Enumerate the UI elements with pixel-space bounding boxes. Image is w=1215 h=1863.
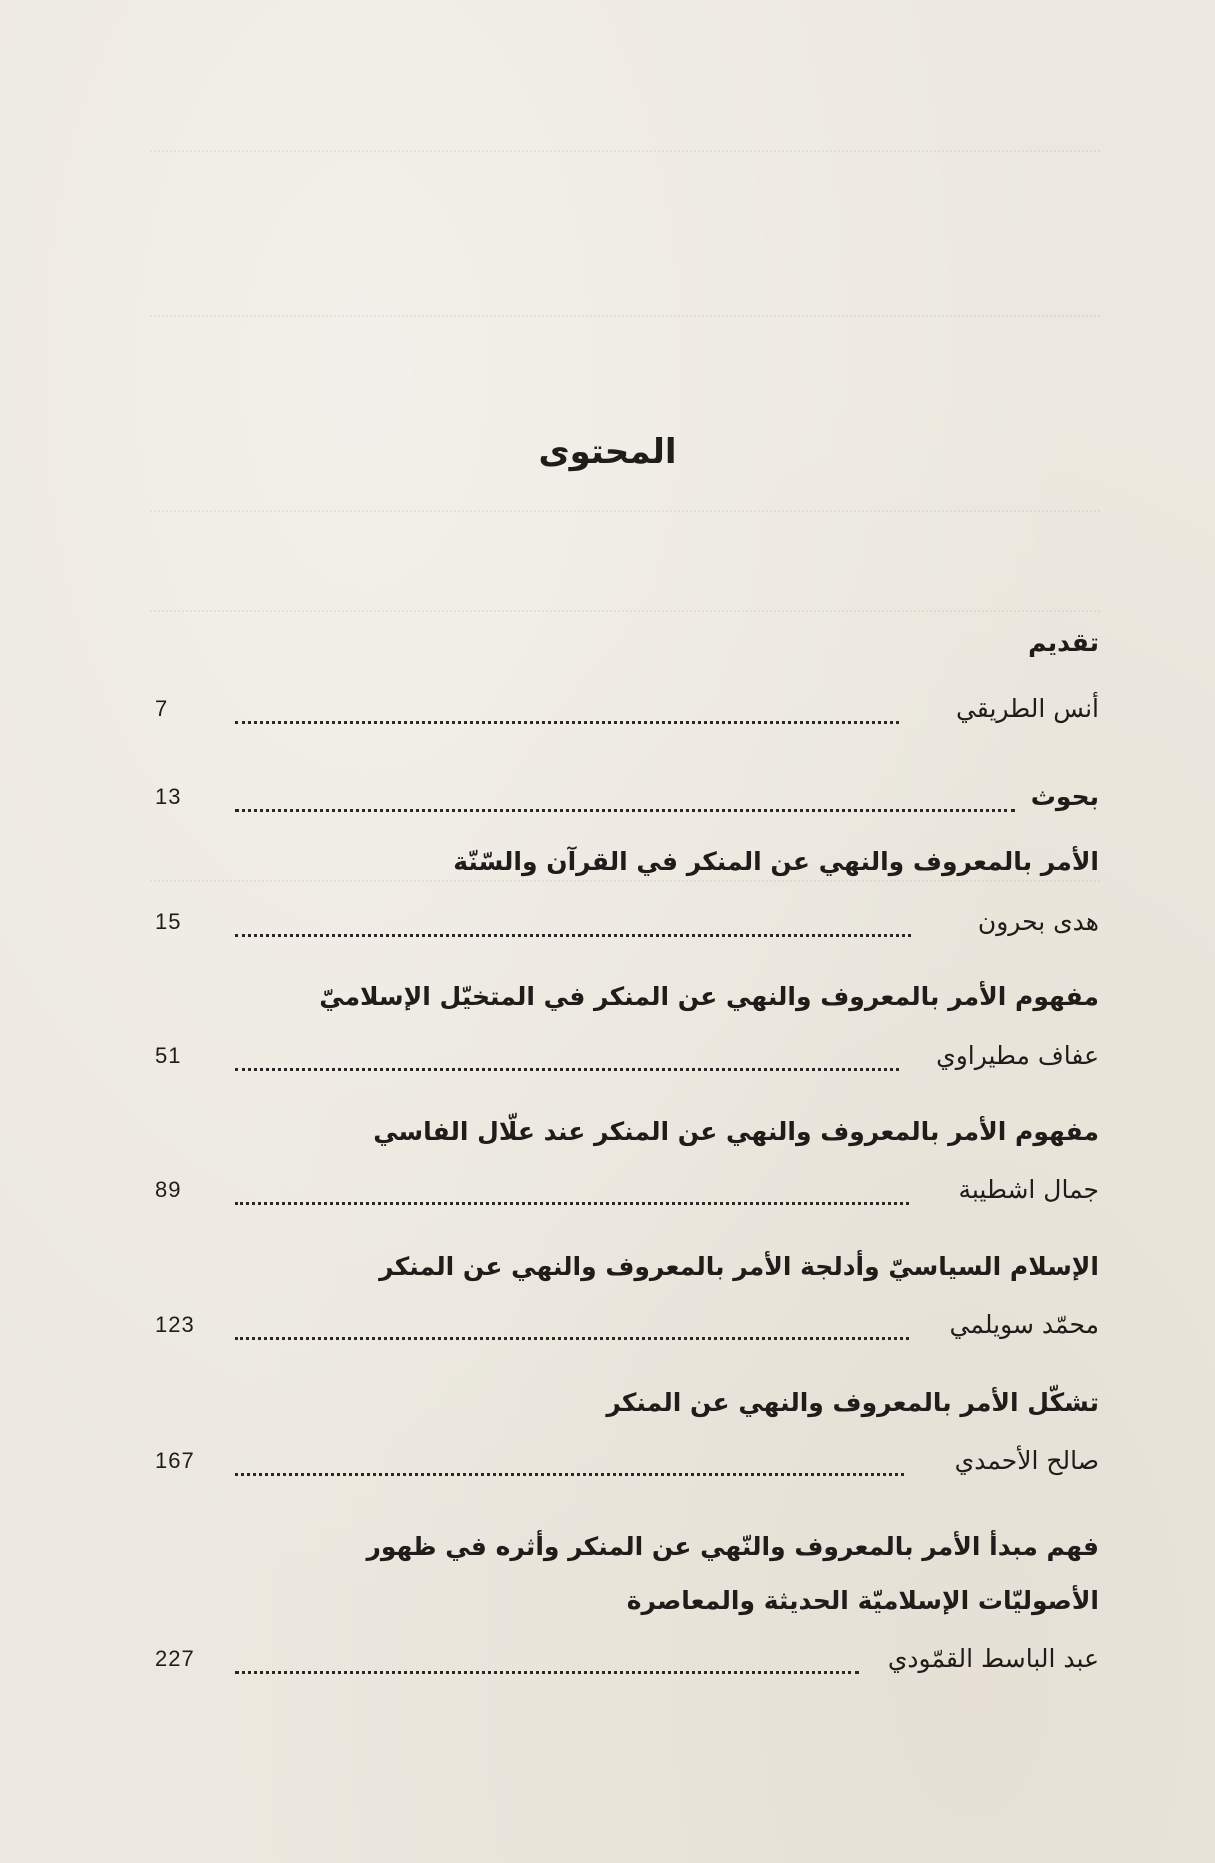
- toc-row-entry[interactable]: [155, 1041, 1099, 1081]
- toc-row-entry[interactable]: [155, 1644, 1099, 1684]
- author-name: عبد الباسط القمّودي: [887, 1644, 1099, 1673]
- leader-dots: [235, 721, 899, 724]
- author-name: جمال اشطيبة: [958, 1175, 1099, 1204]
- page-number: 123: [155, 1312, 195, 1337]
- leader-dots: [235, 809, 1015, 812]
- show-through-line: [150, 150, 1100, 152]
- article-title: مفهوم الأمر بالمعروف والنهي عن المنكر في المتخيّل الإسلاميّ: [319, 982, 1099, 1011]
- author-name: عفاف مطيراوي: [936, 1041, 1099, 1070]
- page-number: 13: [155, 784, 182, 809]
- article-title: الأمر بالمعروف والنهي عن المنكر في القرآن والسّنّة: [453, 847, 1099, 876]
- page-number: 51: [155, 1043, 182, 1068]
- show-through-line: [150, 610, 1100, 612]
- leader-dots: [235, 1473, 904, 1476]
- page-number: 15: [155, 909, 182, 934]
- toc-row-entry[interactable]: [155, 1175, 1099, 1215]
- page-number: 7: [155, 696, 169, 721]
- article-title: تشكّل الأمر بالمعروف والنهي عن المنكر: [606, 1388, 1099, 1417]
- toc-row-research[interactable]: [155, 782, 1099, 822]
- author-name: محمّد سويلمي: [949, 1310, 1099, 1339]
- page-number: 89: [155, 1177, 182, 1202]
- research-heading: بحوث: [1030, 782, 1099, 811]
- article-title-line-2: الأصوليّات الإسلاميّة الحديثة والمعاصرة: [626, 1586, 1099, 1615]
- author-name: صالح الأحمدي: [954, 1446, 1099, 1475]
- article-title-line-1: فهم مبدأ الأمر بالمعروف والنّهي عن المنكر وأثره في ظهور: [366, 1532, 1099, 1561]
- leader-dots: [235, 1068, 899, 1071]
- leader-dots: [235, 934, 911, 937]
- toc-row-entry[interactable]: [155, 1446, 1099, 1486]
- show-through-line: [150, 315, 1100, 317]
- page-number: 167: [155, 1448, 195, 1473]
- toc-row-entry[interactable]: [155, 907, 1099, 947]
- leader-dots: [235, 1671, 859, 1674]
- preface-heading: تقديم: [1028, 628, 1099, 657]
- author-name: أنس الطريقي: [955, 694, 1099, 723]
- article-title: الإسلام السياسيّ وأدلجة الأمر بالمعروف والنهي عن المنكر: [379, 1252, 1099, 1281]
- article-title: مفهوم الأمر بالمعروف والنهي عن المنكر عند علّال الفاسي: [373, 1117, 1099, 1146]
- toc-row-preface[interactable]: [155, 694, 1099, 734]
- leader-dots: [235, 1202, 909, 1205]
- toc-title: المحتوى: [538, 432, 677, 472]
- author-name: هدى بحرون: [977, 907, 1099, 936]
- leader-dots: [235, 1337, 909, 1340]
- toc-row-entry[interactable]: [155, 1310, 1099, 1350]
- page-number: 227: [155, 1646, 195, 1671]
- show-through-line: [150, 510, 1100, 512]
